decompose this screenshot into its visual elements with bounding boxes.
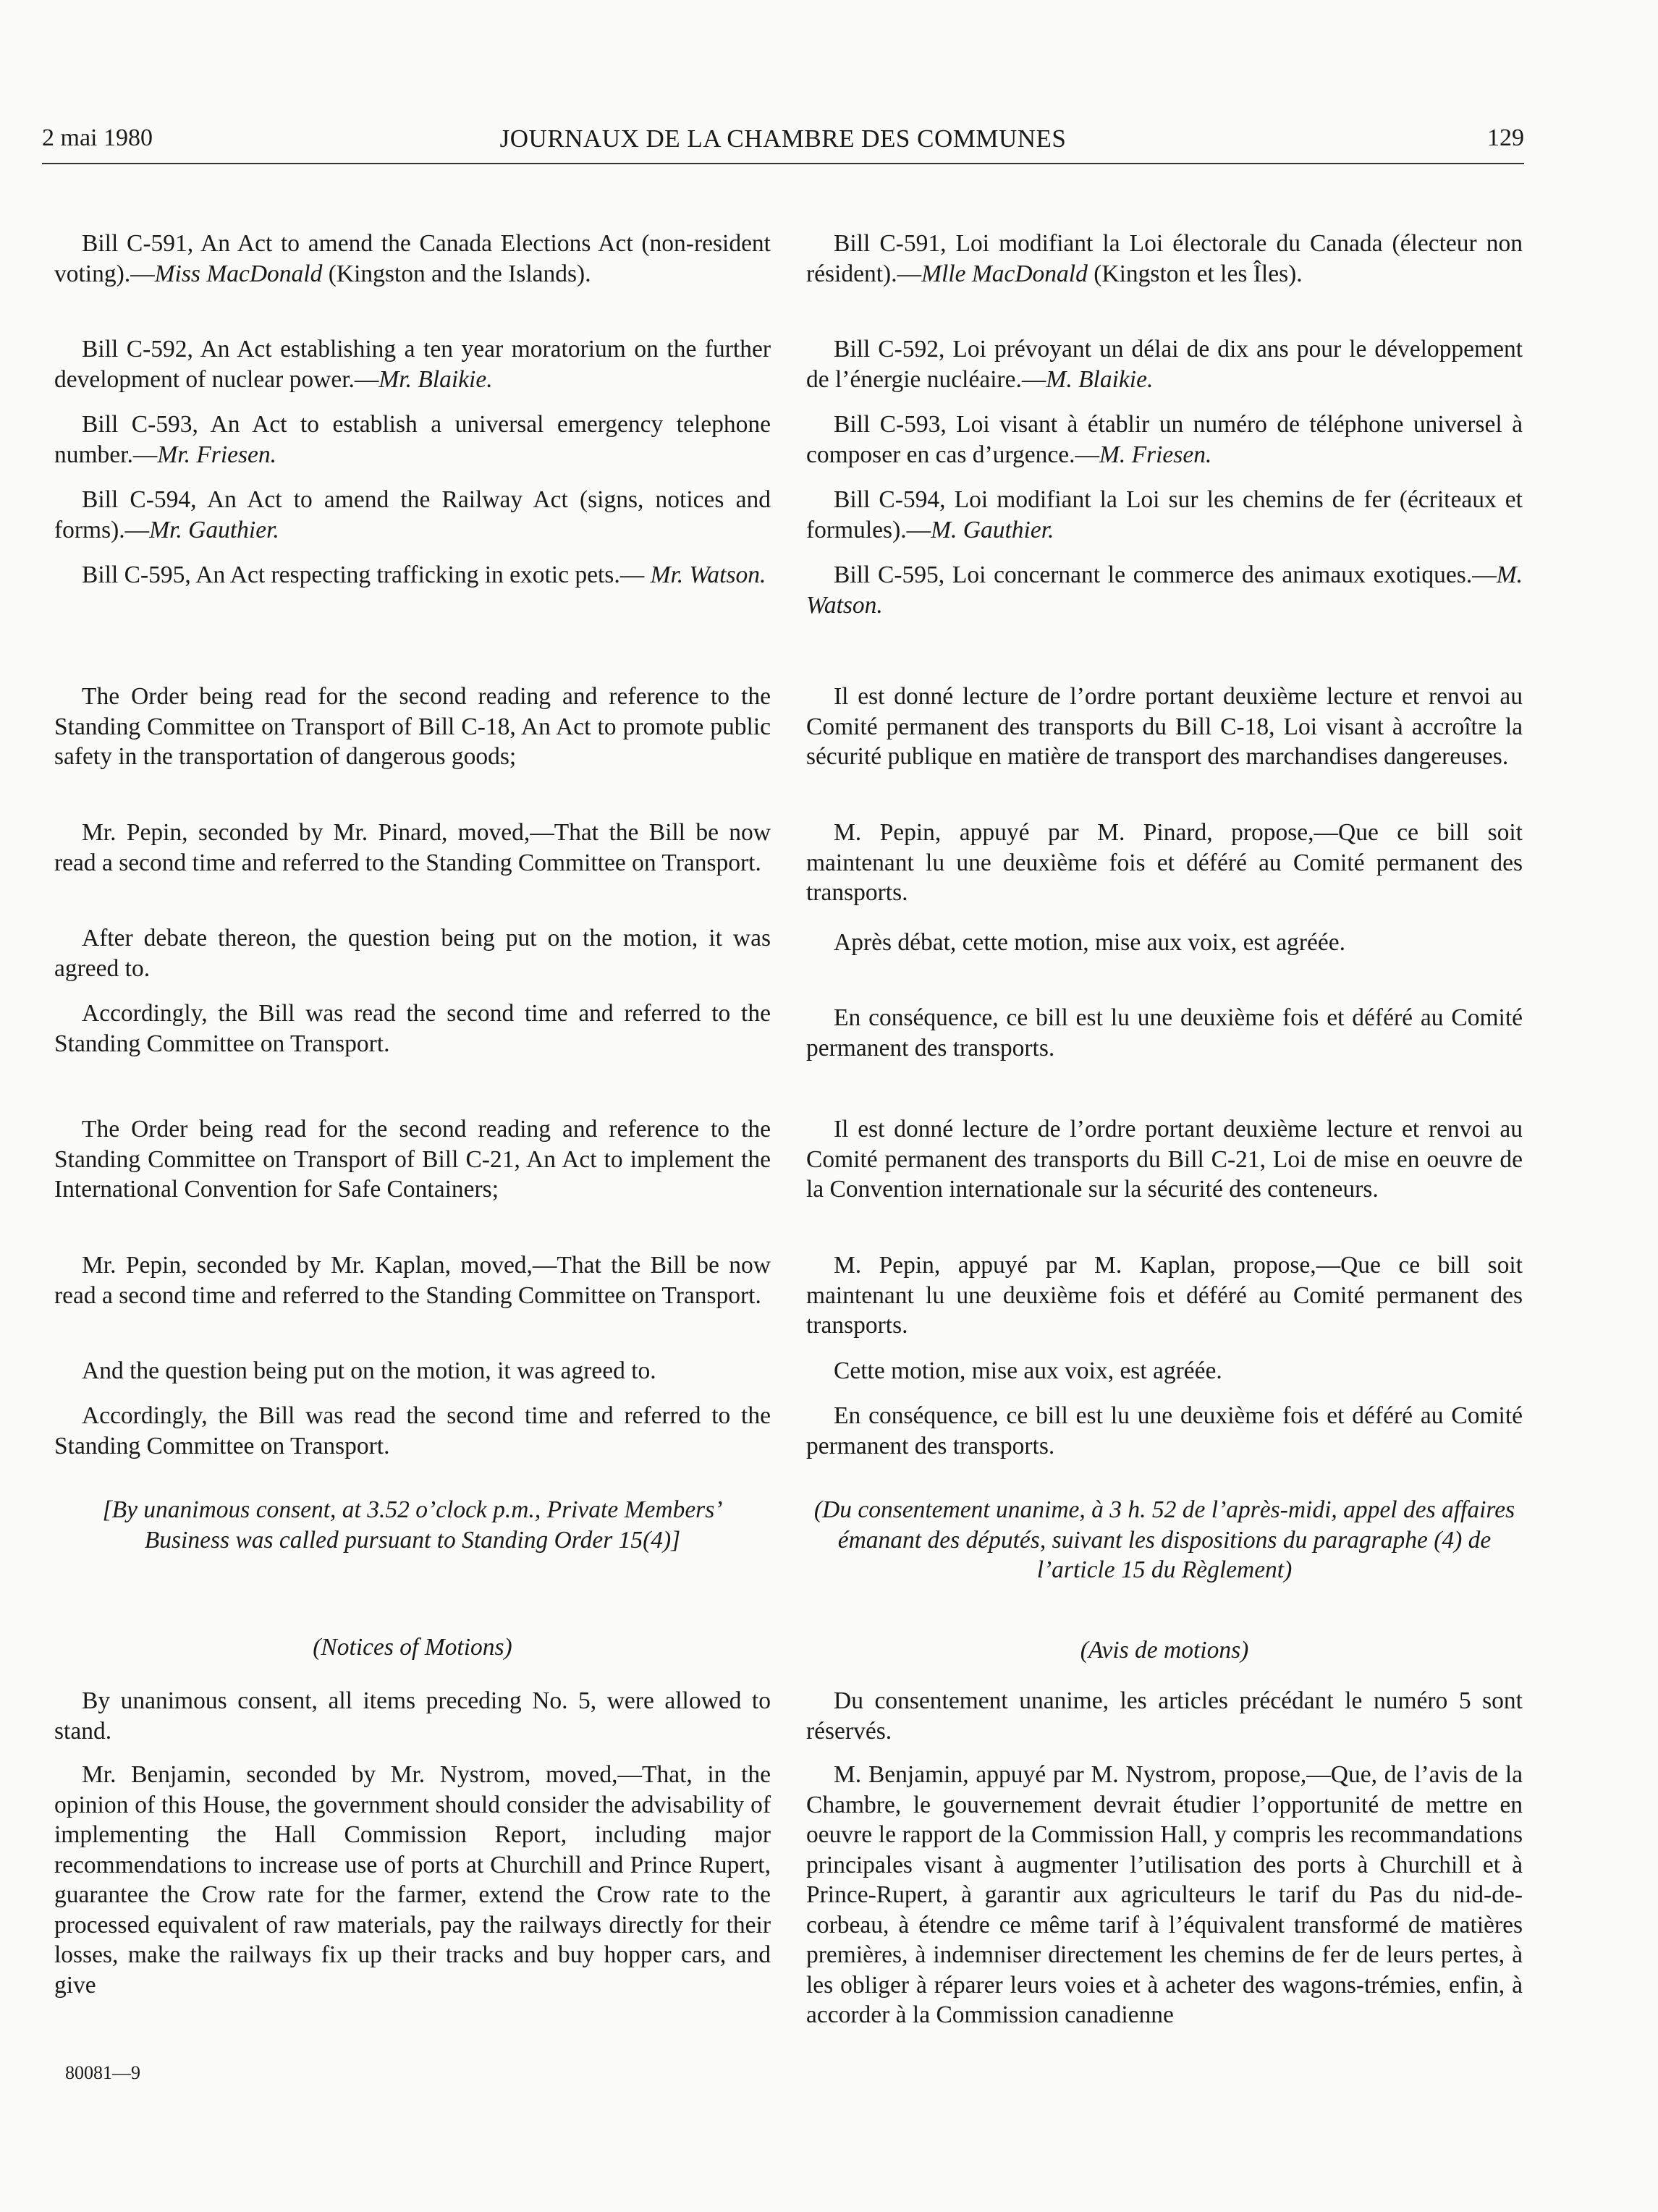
bill-item: Bill C-594, Loi modifiant la Loi sur les chemins de fer (écriteaux et formules).—M. Gauthier. bbox=[806, 486, 1523, 543]
running-header bbox=[42, 124, 1524, 162]
notices-heading: (Avis de motions) bbox=[1080, 1637, 1249, 1664]
c21-order: The Order being read for the second reading and reference to the Standing Committee on Transport of Bill C-21, An Act to implement the International Convention for Safe Containers; bbox=[54, 1116, 771, 1203]
c18-motion: Mr. Pepin, seconded by Mr. Pinard, moved,—That the Bill be now read a second time and referred to the Standing Committee on Transport. bbox=[54, 819, 771, 876]
print-code: 80081—9 bbox=[65, 2062, 140, 2083]
bill-item: Bill C-595, Loi concernant le commerce des animaux exotiques.—M. Watson. bbox=[806, 562, 1523, 619]
journal-title: JOURNAUX DE LA CHAMBRE DES COMMUNES bbox=[499, 124, 1067, 153]
c21-result: En conséquence, ce bill est lu une deuxième fois et déféré au Comité permanent des transports. bbox=[806, 1402, 1523, 1459]
c18-result: Accordingly, the Bill was read the second time and referred to the Standing Committee on Transport. bbox=[54, 1000, 771, 1057]
bill-item: Bill C-592, An Act establishing a ten year moratorium on the further development of nuclear power.—Mr. Blaikie. bbox=[54, 336, 771, 393]
notices-heading: (Notices of Motions) bbox=[313, 1634, 512, 1661]
c21-result: Accordingly, the Bill was read the second time and referred to the Standing Committee on Transport. bbox=[54, 1402, 771, 1459]
c18-order: Il est donné lecture de l’ordre portant deuxième lecture et renvoi au Comité permanent des transports du Bill C-18, Loi visant à accroître la sécurité publique en matière de transport des marchandises dangereuses. bbox=[806, 683, 1523, 770]
bill-item: Bill C-591, An Act to amend the Canada Elections Act (non-resident voting).—Miss MacDonald (Kingston and the Islands). bbox=[54, 230, 771, 287]
benjamin-motion: Mr. Benjamin, seconded by Mr. Nystrom, moved,—That, in the opinion of this House, the government should consider the advisability of implementing the Hall Commission Report, including major recommendations to increase use of ports at Churchill and Prince Rupert, guarantee the Crow rate for the farmer, extend the Crow rate to the processed equivalent of raw materials, pay the railways directly for their losses, make the railways fix up their tracks and buy hopper cars, and give bbox=[54, 1761, 771, 1999]
c21-order: Il est donné lecture de l’ordre portant deuxième lecture et renvoi au Comité permanent des transports du Bill C-21, Loi de mise en oeuvre de la Convention internationale sur la sécurité des conteneurs. bbox=[806, 1116, 1523, 1203]
c21-question: And the question being put on the motion, it was agreed to. bbox=[82, 1357, 656, 1384]
consent-note: [By unanimous consent, at 3.52 o’clock p.m., Private Members’ Business was called pursuant to Standing Order 15(4)] bbox=[102, 1496, 723, 1554]
c21-question: Cette motion, mise aux voix, est agréée. bbox=[834, 1357, 1222, 1384]
c21-motion: Mr. Pepin, seconded by Mr. Kaplan, moved,—That the Bill be now read a second time and referred to the Standing Committee on Transport. bbox=[54, 1252, 771, 1309]
c18-result: En conséquence, ce bill est lu une deuxième fois et déféré au Comité permanent des transports. bbox=[806, 1004, 1523, 1061]
bill-item: Bill C-593, Loi visant à établir un numéro de téléphone universel à composer en cas d’urgence.—M. Friesen. bbox=[806, 411, 1523, 468]
bill-item: Bill C-594, An Act to amend the Railway Act (signs, notices and forms).—Mr. Gauthier. bbox=[54, 486, 771, 543]
c18-order: The Order being read for the second reading and reference to the Standing Committee on Transport of Bill C-18, An Act to promote public safety in the transportation of dangerous goods; bbox=[54, 683, 771, 770]
stand-note: Du consentement unanime, les articles précédant le numéro 5 sont réservés. bbox=[806, 1687, 1523, 1745]
consent-note: (Du consentement unanime, à 3 h. 52 de l’après-midi, appel des affaires émanant des députés, suivant les dispositions du paragraphe (4) de l’article 15 du Règlement) bbox=[813, 1496, 1515, 1583]
c21-motion: M. Pepin, appuyé par M. Kaplan, propose,—Que ce bill soit maintenant lu une deuxième fois et déféré au Comité permanent des transports. bbox=[806, 1252, 1523, 1339]
stand-note: By unanimous consent, all items preceding No. 5, were allowed to stand. bbox=[54, 1687, 771, 1745]
c18-motion: M. Pepin, appuyé par M. Pinard, propose,—Que ce bill soit maintenant lu une deuxième fois et déféré au Comité permanent des transports. bbox=[806, 819, 1523, 906]
bill-item: Bill C-593, An Act to establish a universal emergency telephone number.—Mr. Friesen. bbox=[54, 411, 771, 468]
c18-debate: After debate thereon, the question being put on the motion, it was agreed to. bbox=[54, 925, 771, 982]
c18-debate: Après débat, cette motion, mise aux voix, est agréée. bbox=[834, 929, 1345, 956]
bill-item: Bill C-592, Loi prévoyant un délai de dix ans pour le développement de l’énergie nucléaire.—M. Blaikie. bbox=[806, 336, 1523, 393]
page-number: 129 bbox=[1487, 124, 1524, 151]
header-rule bbox=[42, 163, 1524, 164]
bill-item: Bill C-595, An Act respecting trafficking in exotic pets.— Mr. Watson. bbox=[82, 562, 766, 588]
bill-item: Bill C-591, Loi modifiant la Loi électorale du Canada (électeur non résident).—Mlle MacDonald (Kingston et les Îles). bbox=[806, 230, 1523, 287]
header-date: 2 mai 1980 bbox=[42, 124, 153, 151]
benjamin-motion: M. Benjamin, appuyé par M. Nystrom, propose,—Que, de l’avis de la Chambre, le gouvernement devrait étudier l’opportunité de mettre en oeuvre le rapport de la Commission Hall, y compris les recommandations principales visant à augmenter l’utilisation des ports à Churchill et à Prince-Rupert, à garantir aux agriculteurs le tarif du Pas du nid-de-corbeau, à étendre ce même tarif à l’équivalent transformé de matières premières, à indemniser directement les chemins de fer de leurs pertes, à les obliger à réparer leurs voies et à acheter des wagons-trémies, enfin, à accorder à la Commission canadienne bbox=[806, 1761, 1523, 2028]
